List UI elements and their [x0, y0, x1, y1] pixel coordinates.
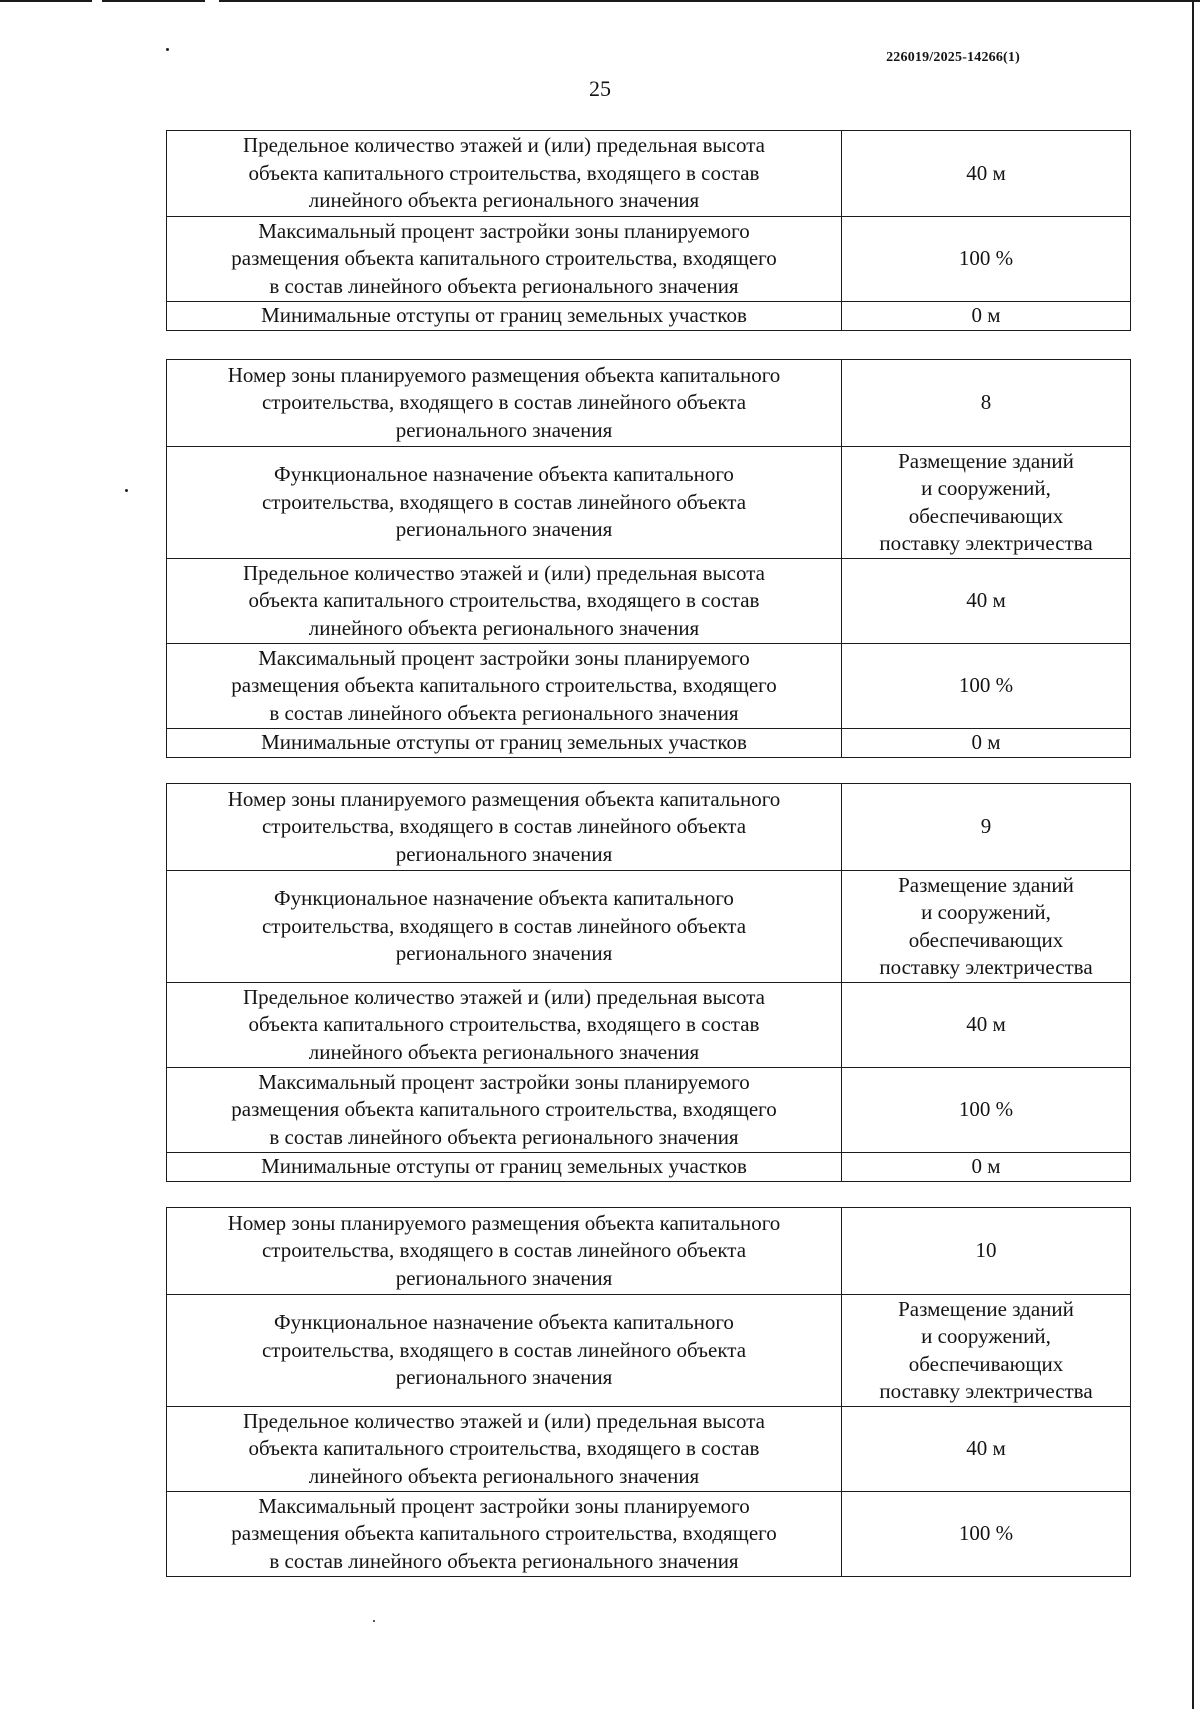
scan-frame-gap — [92, 0, 102, 3]
parameter-label: Максимальный процент застройки зоны планируемого размещения объекта капитального строительства, входящего в состав линейного объекта регионального значения — [167, 1492, 842, 1577]
scan-speck — [373, 1620, 375, 1622]
parameter-value: 100 % — [842, 1492, 1131, 1577]
table-row — [167, 871, 1131, 983]
parameter-value: 40 м — [842, 1407, 1131, 1492]
parameter-value: 0 м — [842, 729, 1131, 758]
table-row — [167, 1407, 1131, 1492]
parameter-value: 40 м — [842, 983, 1131, 1068]
zone-number-value: 8 — [842, 360, 1131, 447]
parameter-label: Минимальные отступы от границ земельных участков — [167, 302, 842, 331]
parameter-label: Минимальные отступы от границ земельных участков — [167, 1153, 842, 1182]
table-row — [167, 1295, 1131, 1407]
parameter-value: 0 м — [842, 302, 1131, 331]
scan-frame-right — [1192, 0, 1194, 1709]
table-row — [167, 1492, 1131, 1577]
page-number: 25 — [589, 76, 611, 101]
table-row — [167, 1208, 1131, 1295]
parameter-label: Предельное количество этажей и (или) предельная высота объекта капитального строительства, входящего в состав линейного объекта регионального значения — [167, 1407, 842, 1492]
table-row — [167, 447, 1131, 559]
parameter-label: Максимальный процент застройки зоны планируемого размещения объекта капитального строительства, входящего в состав линейного объекта регионального значения — [167, 1068, 842, 1153]
parameter-label: Предельное количество этажей и (или) предельная высота объекта капитального строительства, входящего в состав линейного объекта регионального значения — [167, 559, 842, 644]
table-row — [167, 1153, 1131, 1182]
table-row — [167, 644, 1131, 729]
scan-frame-top — [0, 0, 1200, 2]
parameters-table-zone-8 — [166, 359, 1131, 758]
parameter-label: Предельное количество этажей и (или) предельная высота объекта капитального строительства, входящего в состав линейного объекта регионального значения — [167, 131, 842, 217]
scan-speck — [166, 48, 169, 51]
table-row — [167, 217, 1131, 302]
parameters-table-zone-7-continued — [166, 130, 1131, 331]
scan-frame-gap — [205, 0, 219, 3]
parameter-value: 100 % — [842, 217, 1131, 302]
parameter-label: Функциональное назначение объекта капитального строительства, входящего в состав линейного объекта регионального значения — [167, 1295, 842, 1407]
parameter-value: Размещение зданий и сооружений, обеспечивающих поставку электричества — [842, 447, 1131, 559]
parameter-value: 0 м — [842, 1153, 1131, 1182]
table-row — [167, 983, 1131, 1068]
parameter-label: Максимальный процент застройки зоны планируемого размещения объекта капитального строительства, входящего в состав линейного объекта регионального значения — [167, 644, 842, 729]
table-row — [167, 729, 1131, 758]
parameter-value: Размещение зданий и сооружений, обеспечивающих поставку электричества — [842, 871, 1131, 983]
parameter-label: Номер зоны планируемого размещения объекта капитального строительства, входящего в состав линейного объекта регионального значения — [167, 784, 842, 871]
document-number: 226019/2025-14266(1) — [886, 50, 1020, 65]
parameter-label: Минимальные отступы от границ земельных участков — [167, 729, 842, 758]
table-row — [167, 131, 1131, 217]
parameter-label: Предельное количество этажей и (или) предельная высота объекта капитального строительства, входящего в состав линейного объекта регионального значения — [167, 983, 842, 1068]
table-row — [167, 784, 1131, 871]
zone-number-value: 10 — [842, 1208, 1131, 1295]
parameter-value: Размещение зданий и сооружений, обеспечивающих поставку электричества — [842, 1295, 1131, 1407]
zone-number-value: 9 — [842, 784, 1131, 871]
table-row — [167, 302, 1131, 331]
parameter-value: 40 м — [842, 559, 1131, 644]
table-row — [167, 360, 1131, 447]
parameter-value: 100 % — [842, 1068, 1131, 1153]
parameter-value: 100 % — [842, 644, 1131, 729]
parameters-table-zone-10 — [166, 1207, 1131, 1577]
parameter-label: Функциональное назначение объекта капитального строительства, входящего в состав линейного объекта регионального значения — [167, 447, 842, 559]
parameters-table-zone-9 — [166, 783, 1131, 1182]
parameter-label: Номер зоны планируемого размещения объекта капитального строительства, входящего в состав линейного объекта регионального значения — [167, 1208, 842, 1295]
scan-speck — [125, 489, 128, 492]
table-row — [167, 559, 1131, 644]
table-row — [167, 1068, 1131, 1153]
parameter-value: 40 м — [842, 131, 1131, 217]
parameter-label: Максимальный процент застройки зоны планируемого размещения объекта капитального строительства, входящего в состав линейного объекта регионального значения — [167, 217, 842, 302]
parameter-label: Функциональное назначение объекта капитального строительства, входящего в состав линейного объекта регионального значения — [167, 871, 842, 983]
parameter-label: Номер зоны планируемого размещения объекта капитального строительства, входящего в состав линейного объекта регионального значения — [167, 360, 842, 447]
